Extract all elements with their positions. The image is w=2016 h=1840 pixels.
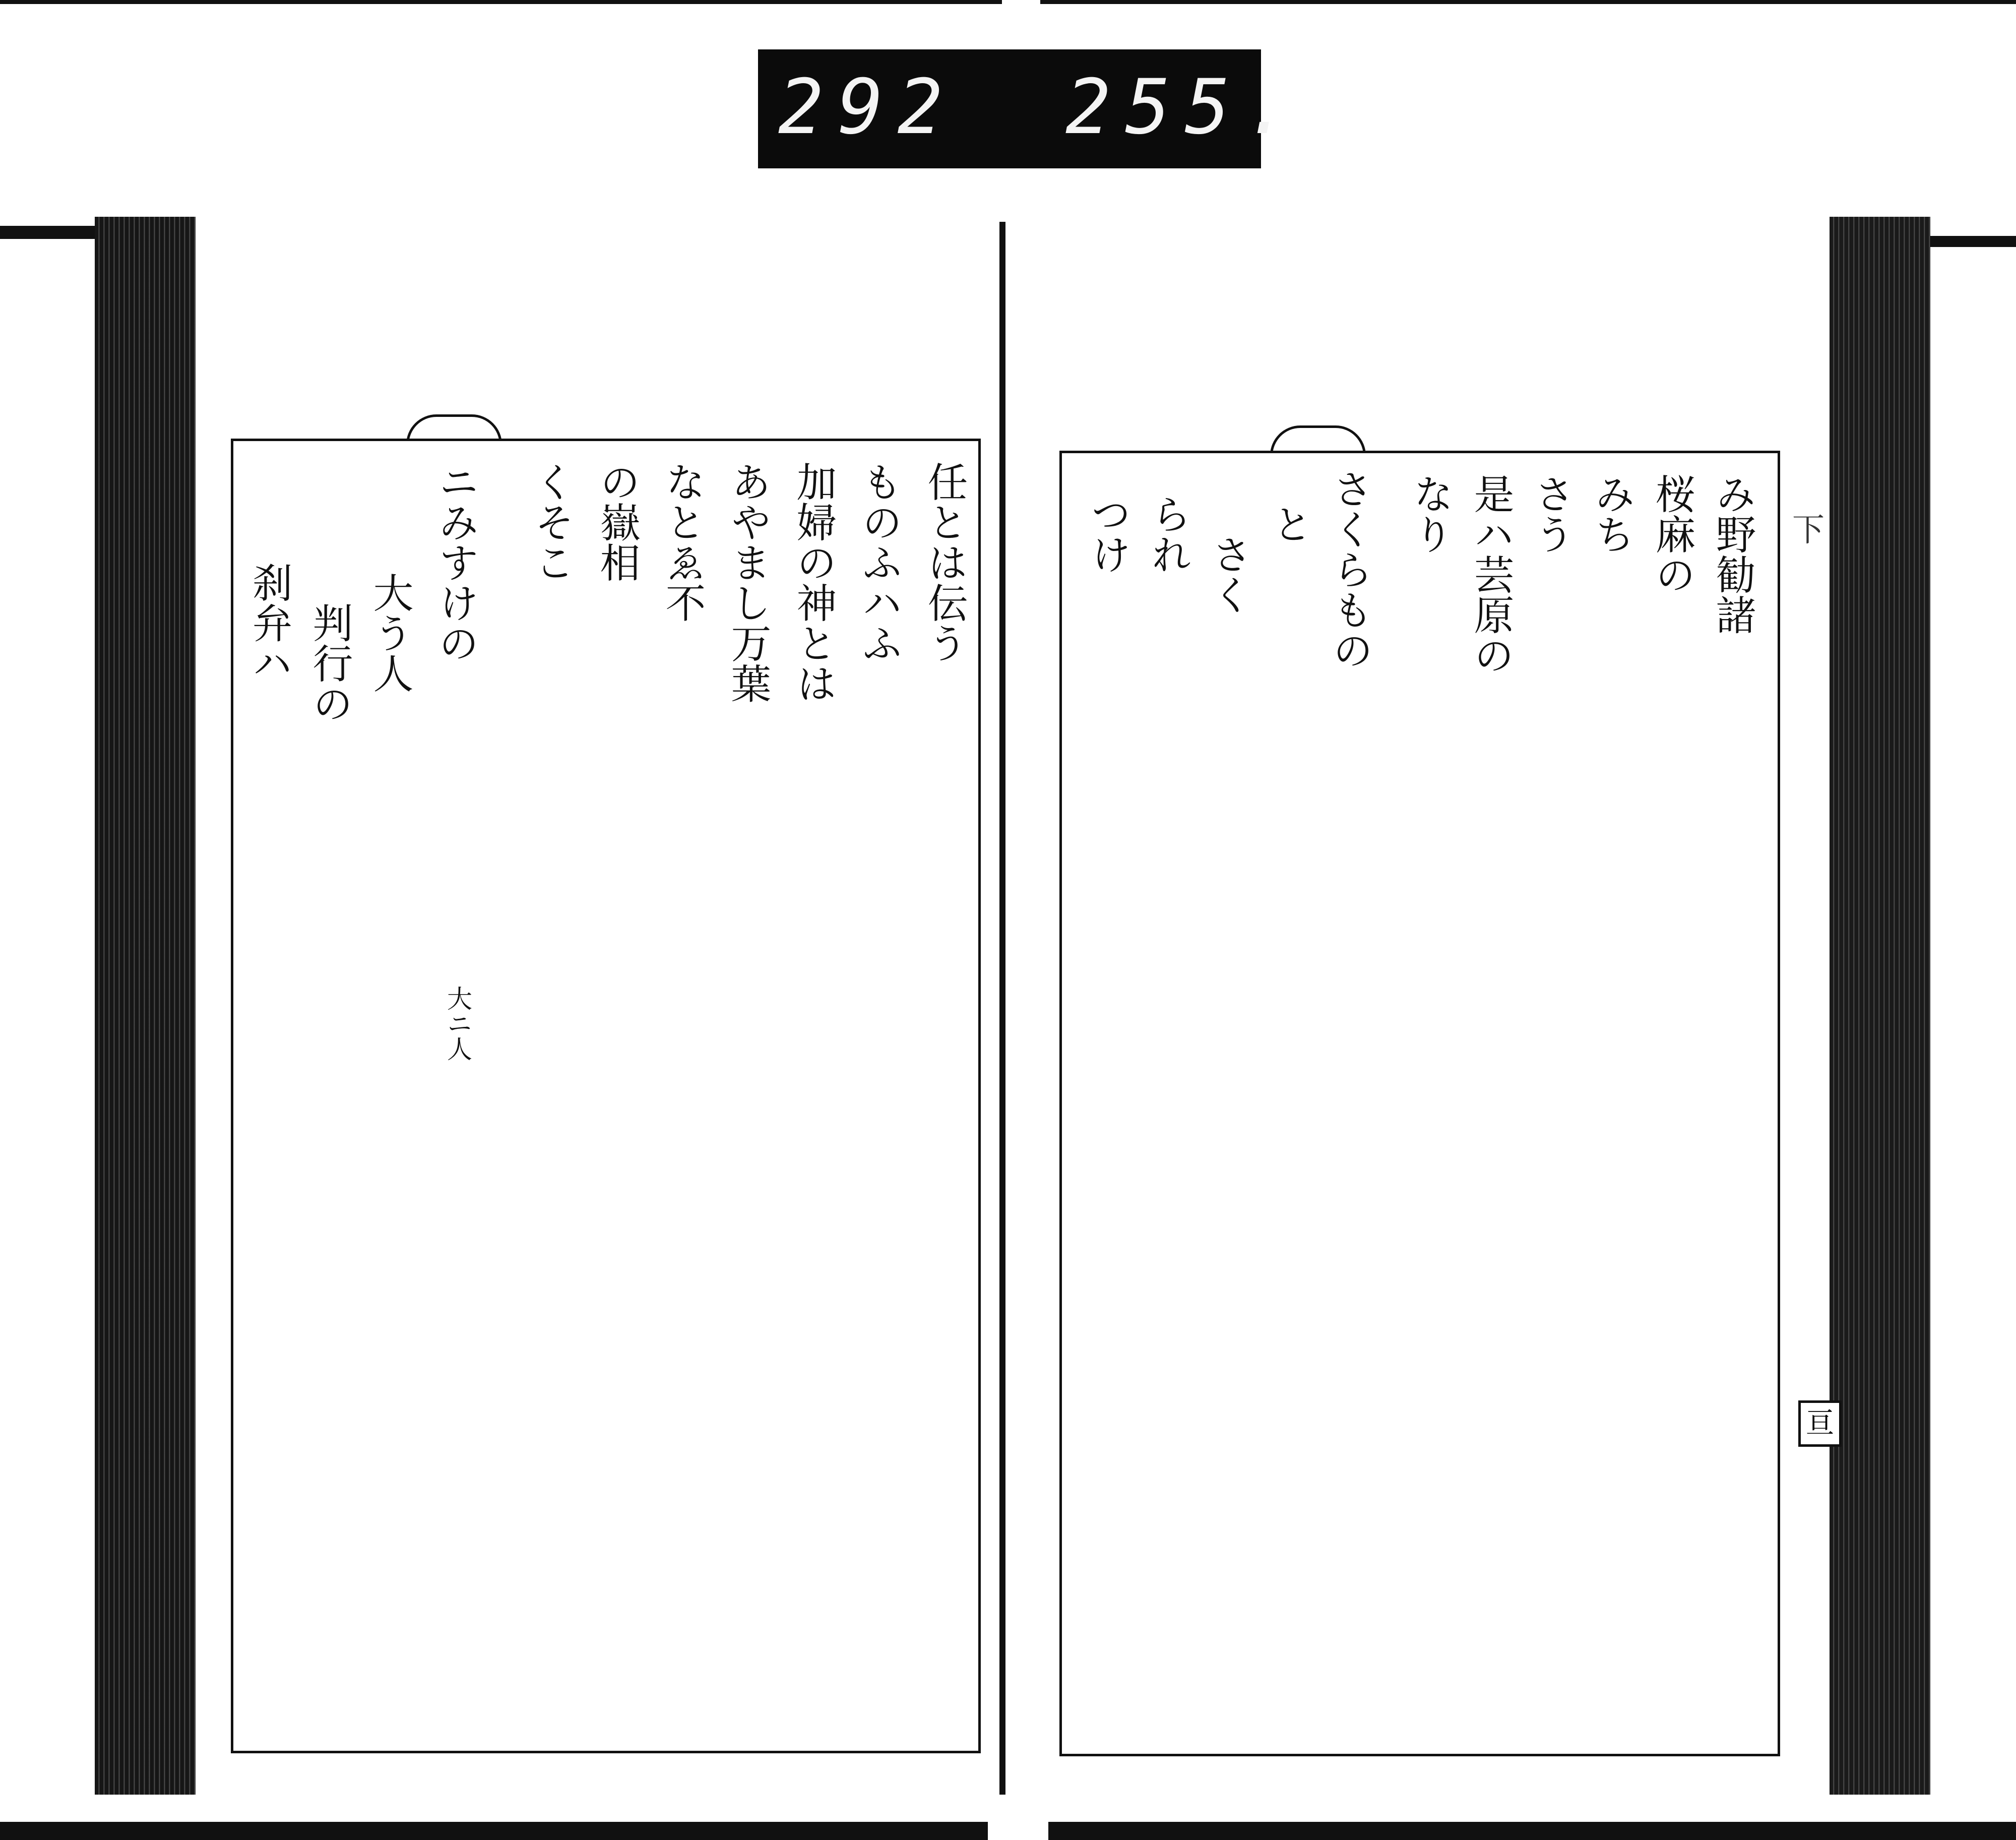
left-edge-marker	[0, 226, 96, 239]
right-column-2: 桜麻の	[1649, 473, 1695, 594]
left-entry-note: 大ニ人	[443, 986, 472, 1061]
left-column-7: くそこ	[528, 461, 575, 582]
left-fore-edge	[95, 217, 196, 1795]
right-entry-line-2: さく	[1205, 534, 1252, 615]
bottom-rule-left	[0, 1822, 988, 1840]
top-rule-right	[1040, 0, 2016, 4]
left-column-1: 任とは伝う	[921, 461, 968, 663]
gutter-line	[999, 222, 1005, 1795]
right-entry-line-3: られ	[1145, 494, 1191, 574]
right-entry-line-1: と	[1266, 504, 1312, 544]
left-entry-line-1: 大う人	[366, 572, 413, 693]
right-entry-line-4: つけ	[1084, 494, 1131, 574]
left-column-3: 加婦の神とは	[790, 461, 837, 703]
left-frame-number: 292	[778, 64, 957, 151]
right-edge-marker	[1930, 236, 2016, 247]
right-frame-number: 255.	[1065, 64, 1304, 151]
left-entry-head: ニみすけの	[432, 461, 479, 663]
left-entry-line-2: 判行の	[306, 602, 353, 723]
left-column-5: なとゑ不	[659, 461, 706, 623]
right-page-mark: 下	[1792, 512, 1824, 549]
top-rule-left	[0, 0, 1002, 4]
right-text-frame	[1059, 451, 1780, 1756]
right-margin-mark: 亘	[1798, 1400, 1842, 1447]
left-entry-line-3: 刹弁ハ	[245, 562, 292, 683]
left-page	[196, 217, 997, 1800]
frame-number-label	[758, 49, 1304, 168]
right-column-3: みち	[1588, 473, 1635, 554]
left-column-4: あやまし万葉	[724, 461, 771, 703]
right-column-5: 是ハ芸原の	[1467, 473, 1514, 675]
right-fore-edge	[1830, 217, 1930, 1795]
left-column-6: の嶽相	[593, 461, 640, 582]
right-column-1: み野勧諸	[1709, 473, 1756, 635]
bottom-rule-right	[1048, 1822, 2016, 1840]
right-page	[1009, 222, 1830, 1800]
right-column-4: さう	[1528, 473, 1574, 554]
right-entry-head: さくらもの	[1326, 468, 1373, 670]
right-column-6: なり	[1407, 473, 1454, 554]
left-text-frame	[231, 439, 981, 1753]
left-column-2: ものふハふ	[855, 461, 902, 663]
